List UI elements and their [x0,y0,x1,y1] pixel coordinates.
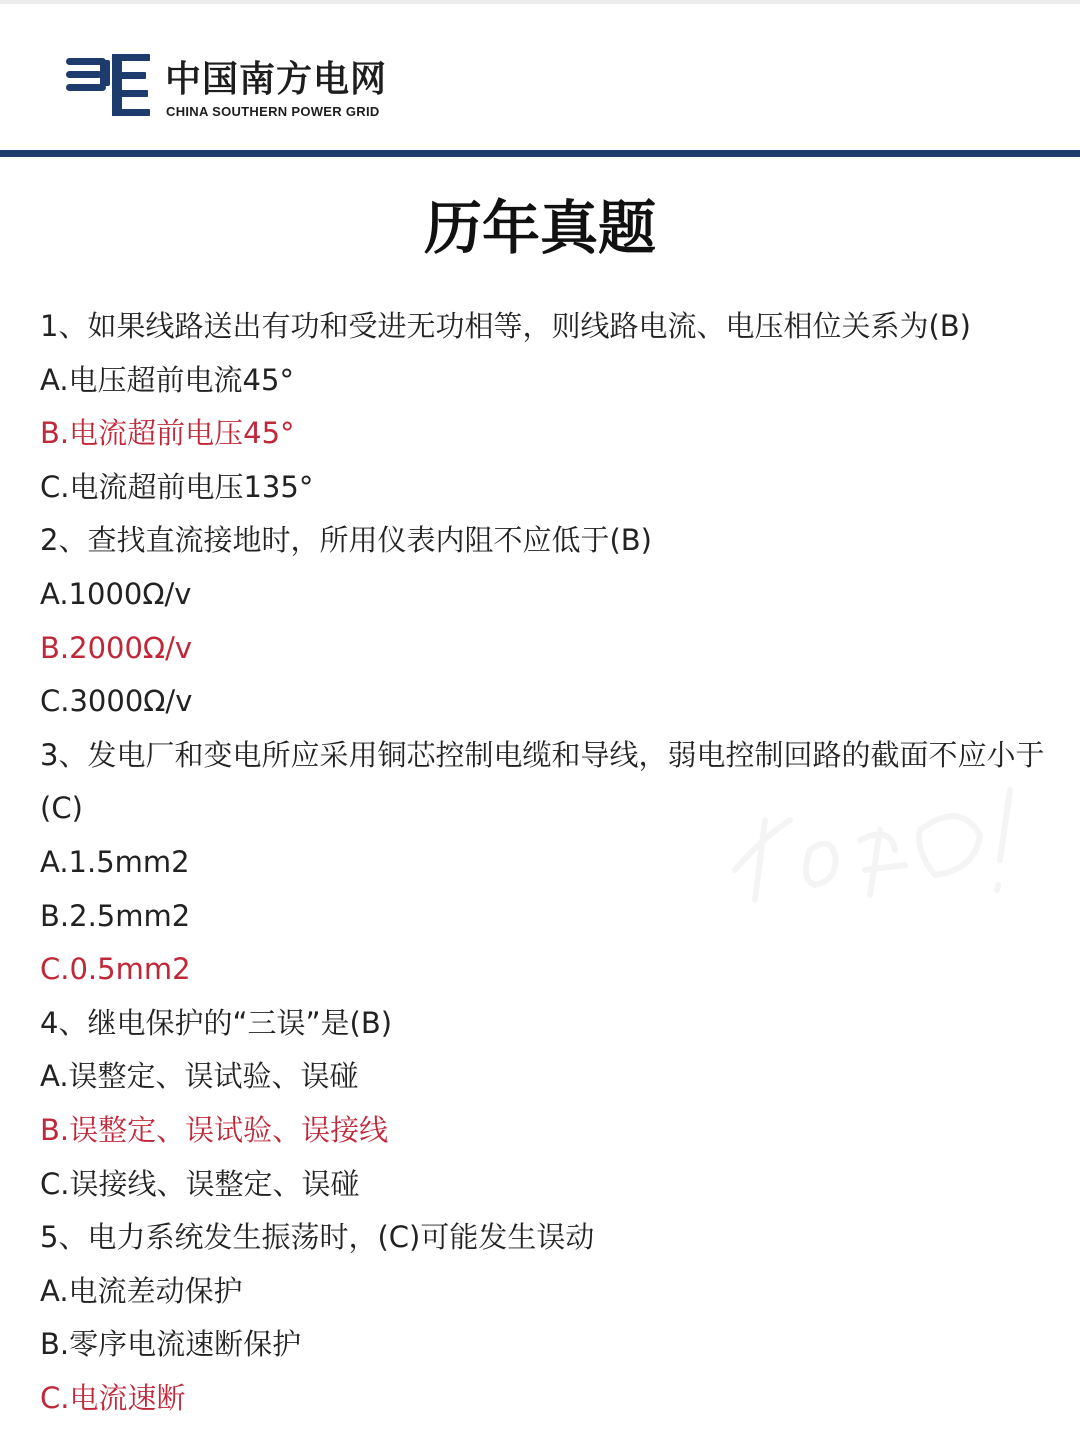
csg-logo-icon [66,54,150,116]
question-1: 1、如果线路送出有功和受进无功相等，则线路电流、电压相位关系为(B) [40,309,971,343]
question-5: 5、电力系统发生振荡时，(C)可能发生误动 [40,1220,595,1255]
header [0,4,1080,154]
logo-text-en: CHINA SOUTHERN POWER GRID [166,104,380,119]
question-4: 4、继电保护的“三误”是(B) [40,1005,393,1040]
option-4c: C.误接线、误整定、误碰 [40,1166,360,1201]
logo-text-cn: 中国南方电网 [165,59,388,100]
header-divider [0,150,1080,157]
option-5a: A.电流差动保护 [40,1273,243,1308]
page-title: 历年真题 [423,194,656,262]
option-2a: A.1000Ω/v [40,576,192,611]
option-5b: B.零序电流速断保护 [40,1327,302,1362]
option-2c: C.3000Ω/v [40,684,193,719]
option-3c-correct: C.0.5mm2 [40,952,191,987]
option-4a: A.误整定、误试验、误碰 [40,1059,359,1094]
option-1c: C.电流超前电压135° [40,469,314,504]
option-3b: B.2.5mm2 [40,898,191,933]
question-2: 2、查找直流接地时，所用仪表内阻不应低于(B) [40,523,652,558]
option-3a: A.1.5mm2 [40,844,190,879]
question-3: 3、发电厂和变电所应采用铜芯控制电缆和导线，弱电控制回路的截面不应小于(C) [40,737,1045,826]
option-5c-correct: C.电流速断 [40,1380,186,1415]
option-1a: A.电压超前电流45° [40,362,294,397]
question-list [40,300,1050,1425]
option-1b-correct: B.电流超前电压45° [40,416,295,451]
option-4b-correct: B.误整定、误试验、误接线 [40,1112,389,1147]
option-2b-correct: B.2000Ω/v [40,630,193,665]
